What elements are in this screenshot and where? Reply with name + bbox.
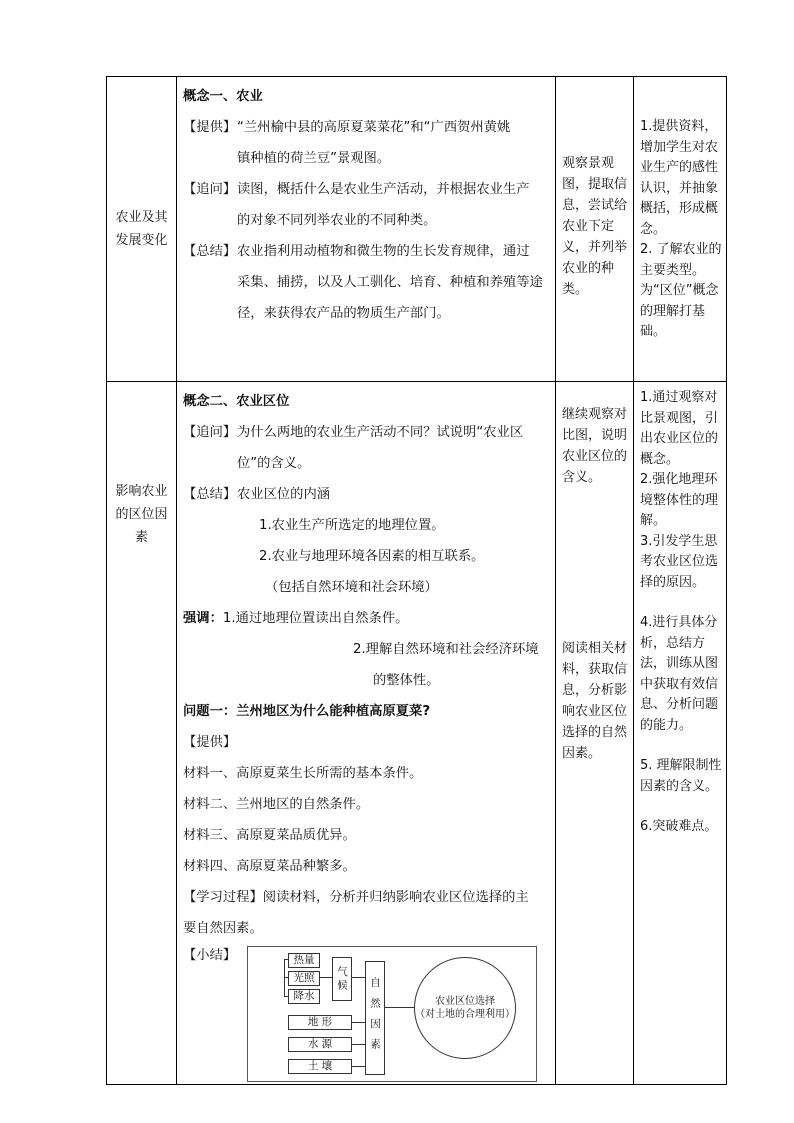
student-activity: 观察景观图，提取信息，尝试给农业下定义，并列举农业的种类。: [562, 156, 628, 297]
heat-box: 热量: [288, 953, 320, 968]
provide-text: “兰州榆中县的高原夏菜菜花”和“广西贺州黄姚: [237, 120, 511, 135]
provide-tag: 【提供】: [183, 120, 237, 135]
student-activity: 继续观察对比图，说明农业区位的含义。: [562, 407, 628, 485]
stress-text: 2.理解自然环境和社会经济环境: [353, 642, 539, 657]
concept-title: 概念二、农业区位: [183, 394, 290, 409]
soil-box: 土 壤: [288, 1059, 352, 1074]
design-goal: 1.通过观察对比景观图，引出农业区位的概念。: [640, 390, 719, 467]
material-item: 材料四、高原夏菜品种繁多。: [183, 859, 356, 874]
water-box: 水 源: [288, 1037, 352, 1052]
process-cell: [177, 77, 556, 382]
provide-text: 镇种植的荷兰豆”景观图。: [237, 151, 391, 166]
design-goal: 5. 理解限制性因素的含义。: [640, 758, 722, 794]
learn-text: 要自然因素。: [183, 921, 263, 936]
connector-line: [351, 1066, 365, 1067]
process-cell: [177, 382, 556, 1085]
stress-tag: 强调：: [183, 611, 223, 626]
circle-text: 农业区位选择: [435, 996, 495, 1007]
circle-text: （对土地的合理利用）: [415, 1009, 515, 1020]
student-activity-cell: [556, 77, 634, 382]
material-item: 材料三、高原夏菜品质优异。: [183, 828, 356, 843]
student-activity-cell: [556, 382, 634, 1085]
topic-cell: [107, 382, 177, 1085]
question-title: 问题一：兰州地区为什么能种植高原夏菜?: [183, 704, 431, 719]
rain-box: 降水: [288, 989, 320, 1004]
stress-text: 的整体性。: [373, 673, 440, 688]
location-choice-circle: [414, 957, 516, 1059]
topic-cell: [107, 77, 177, 382]
ask-text: 位”的含义。: [237, 456, 311, 471]
terrain-box: 地 形: [288, 1015, 352, 1030]
bracket-line: [284, 959, 285, 997]
summary-text: 农业区位的内涵: [237, 487, 331, 502]
design-goal: 6.突破难点。: [640, 819, 718, 834]
topic-line: 影响农业: [115, 484, 168, 499]
lesson-plan-table: [106, 76, 727, 1085]
connector-line: [320, 977, 332, 978]
connector-line: [351, 1044, 365, 1045]
topic-line: 的区位因: [115, 507, 168, 522]
light-box: 光照: [288, 971, 320, 986]
ask-tag: 【追问】: [183, 425, 237, 440]
summary-text: 采集、捕捞，以及人工驯化、培育、种植和养殖等途: [237, 275, 543, 290]
stress-text: 1.通过地理位置读出自然条件。: [222, 611, 409, 626]
summary-text: 径，来获得农产品的物质生产部门。: [237, 306, 450, 321]
design-goal: 4.进行具体分析，总结方法，训练从图中获取有效信息、分析问题的能力。: [640, 615, 719, 733]
design-intent-cell: [634, 382, 727, 1085]
connector-line: [351, 977, 365, 978]
climate-box: 气候: [332, 957, 352, 1001]
factor-diagram: [247, 946, 537, 1082]
material-item: 材料一、高原夏菜生长所需的基本条件。: [183, 766, 423, 781]
learn-text: 阅读材料，分析并归纳影响农业区位选择的主: [262, 890, 529, 905]
design-goal: 2.强化地理环境整体性的理解。: [640, 472, 719, 528]
material-item: 材料二、兰州地区的自然条件。: [183, 797, 370, 812]
topic-line: 素: [134, 530, 148, 545]
design-goal: 2. 了解农业的主要类型。为“区位”概念的理解打基础。: [640, 242, 722, 339]
point-note: （包括自然环境和社会环境）: [265, 580, 438, 595]
row-agriculture: [107, 77, 727, 382]
summary-tag: 【总结】: [183, 244, 237, 259]
concept-title: 概念一、农业: [183, 89, 263, 104]
topic-line: 发展变化: [115, 233, 168, 248]
provide-tag: 【提供】: [183, 735, 237, 750]
ask-text: 的对象不同列举农业的不同种类。: [237, 213, 437, 228]
student-activity: 阅读相关材料，获取信息，分析影响农业区位选择的自然因素。: [562, 641, 628, 761]
ask-tag: 【追问】: [183, 182, 237, 197]
summary-tag: 【小结】: [183, 948, 237, 963]
design-goal: 1.提供资料，增加学生对农业生产的感性认识，并抽象概括，形成概念。: [640, 119, 719, 237]
point: 1.农业生产所选定的地理位置。: [259, 518, 445, 533]
ask-text: 读图，概括什么是农业生产活动，并根据农业生产: [237, 182, 530, 197]
design-goal: 3.引发学生思考农业区位选择的原因。: [640, 533, 719, 590]
bracket-line: [284, 996, 288, 997]
topic-line: 农业及其: [115, 210, 168, 225]
row-location-factors: [107, 382, 727, 1085]
bracket-line: [284, 977, 288, 978]
point: 2.农业与地理环境各因素的相互联系。: [259, 549, 485, 564]
ask-text: 为什么两地的农业生产活动不同？试说明“农业区: [237, 425, 524, 440]
natural-factors-box: 自然因素: [365, 961, 385, 1075]
learn-tag: 【学习过程】: [183, 890, 263, 905]
design-intent-cell: [634, 77, 727, 382]
connector-line: [351, 1022, 365, 1023]
arrow-line: [385, 1007, 414, 1008]
summary-tag: 【总结】: [183, 487, 237, 502]
summary-text: 农业指利用动植物和微生物的生长发育规律，通过: [237, 244, 530, 259]
bracket-line: [284, 959, 288, 960]
